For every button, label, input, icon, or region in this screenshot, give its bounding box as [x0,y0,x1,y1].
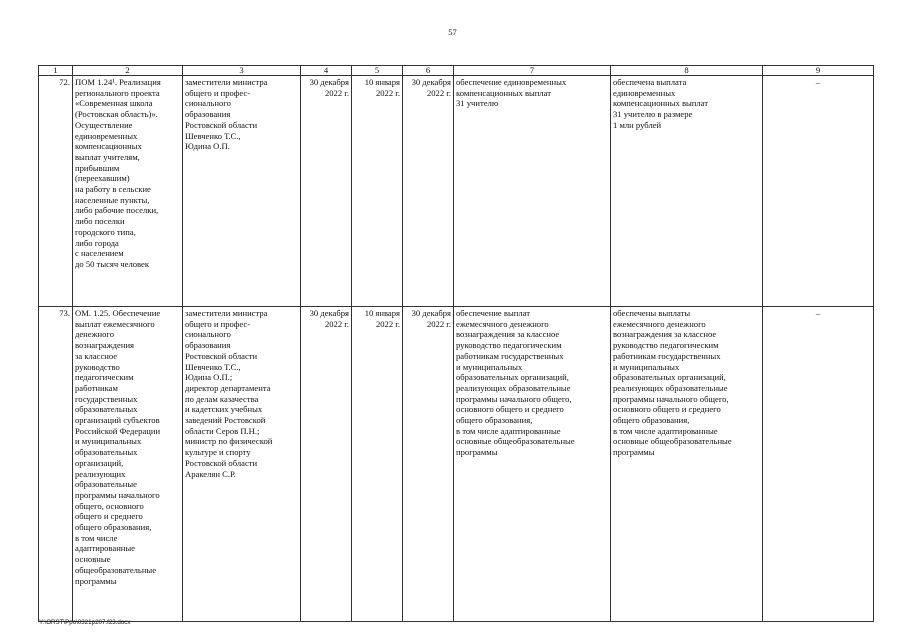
column-header: 4 [301,66,352,76]
column-header: 7 [454,66,611,76]
column-header: 5 [352,66,403,76]
responsible-cell: заместители министра общего и профес- сионального образования Ростовской области Шевченко Т.С., Юдина О.П. [183,76,301,307]
responsible-cell: заместители министра общего и профес- сионального образования Ростовской области Шевченко Т.С., Юдина О.П.; директор департамента по делам казачества и кадетских учебных заведений Ростовской области Серов П.Н.; министр по физической культуре и спорту Ростовской области Аракелян С.Р. [183,307,301,622]
note-cell: – [763,307,874,622]
file-path-footer: Y:\ORST\Ppo\0321p207.f23.docx [39,619,131,626]
row-number: 73. [39,307,73,622]
planned-date-cell: 30 декабря 2022 г. [301,76,352,307]
planned-date-cell: 30 декабря 2022 г. [301,307,352,622]
column-header: 1 [39,66,73,76]
plan-table [38,65,874,622]
event-cell: ПОМ 1.24¹. Реализация регионального проекта «Современная школа (Ростовская область)». Осуществление единовременных компенсационных выплат учителям, прибывшим (переехавшим) на работу в сельские населенные пункты, либо рабочие поселки, либо поселки городского типа, либо города с населением до 50 тысяч человек [73,76,183,307]
end-date-cell: 30 декабря 2022 г. [403,76,454,307]
end-date-cell: 30 декабря 2022 г. [403,307,454,622]
column-header: 3 [183,66,301,76]
column-header: 6 [403,66,454,76]
column-header: 9 [763,66,874,76]
column-header-row [39,66,874,76]
page-number: 57 [448,27,457,37]
column-header: 8 [611,66,763,76]
actual-result-cell: обеспечены выплаты ежемесячного денежного вознаграждения за классное руководство педагогическим работникам государственных и муниципальных образовательных организаций, реализующих образовательные программы начального общего, основного общего и среднего общего образования, в том числе адаптированные основные общеобразовательные программы [611,307,763,622]
row-number: 72. [39,76,73,307]
table-row [39,76,874,307]
column-header: 2 [73,66,183,76]
start-date-cell: 10 января 2022 г. [352,76,403,307]
start-date-cell: 10 января 2022 г. [352,307,403,622]
actual-result-cell: обеспечена выплата единовременных компенсационных выплат 31 учителю в размере 1 млн рублей [611,76,763,307]
expected-result-cell: обеспечение единовременных компенсационных выплат 31 учителю [454,76,611,307]
table-row [39,307,874,622]
expected-result-cell: обеспечение выплат ежемесячного денежного вознаграждения за классное руководство педагогическим работникам государственных и муниципальных образовательных организаций, реализующих образовательные программы начального общего, основного общего и среднего общего образования, в том числе адаптированные основные общеобразовательные программы [454,307,611,622]
note-cell: – [763,76,874,307]
event-cell: ОМ. 1.25. Обеспечение выплат ежемесячного денежного вознаграждения за классное руководство педагогическим работникам государственных образовательных организаций субъектов Российской Федерации и муниципальных образовательных организаций, реализующих образовательные программы начального общего, основного общего и среднего общего образования, в том числе адаптированные основные общеобразовательные программы [73,307,183,622]
